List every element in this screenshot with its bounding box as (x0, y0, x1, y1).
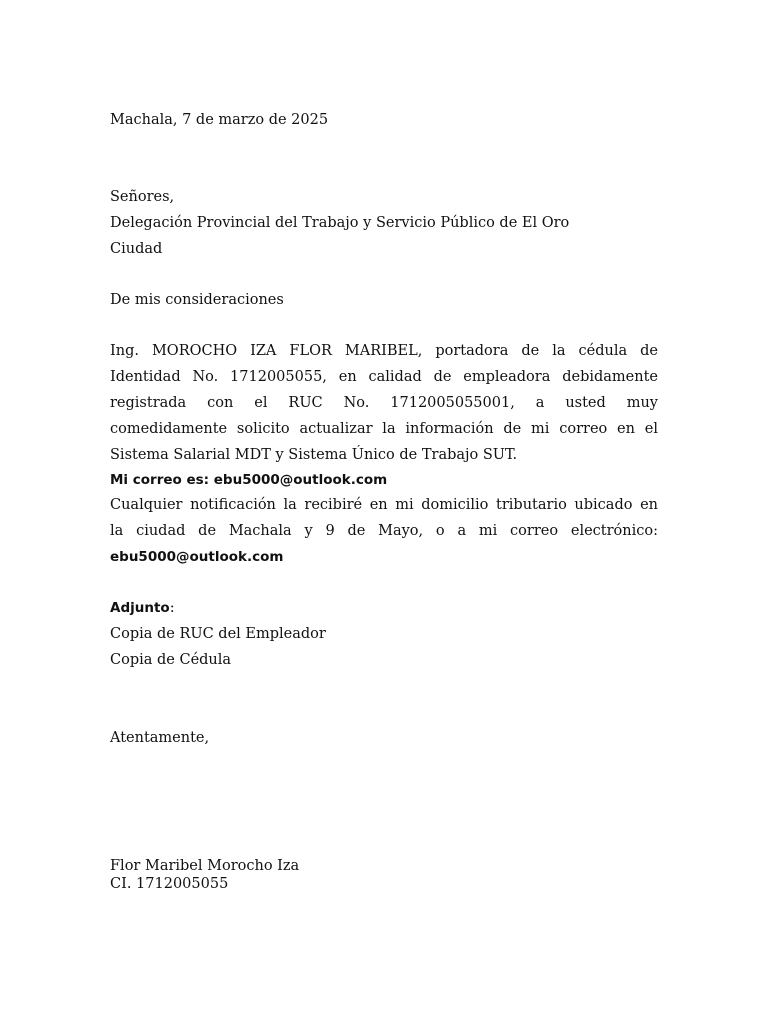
signature-name: Flor Maribel Morocho Iza (110, 858, 300, 874)
notification-email: ebu5000@outlook.com (110, 549, 284, 565)
email-statement: Mi correo es: ebu5000@outlook.com (110, 472, 388, 488)
signature-id: CI. 1712005055 (110, 876, 229, 892)
attachment-item-ruc: Copia de RUC del Empleador (110, 626, 326, 642)
date-line: Machala, 7 de marzo de 2025 (110, 112, 329, 128)
attachment-item-cedula: Copia de Cédula (110, 652, 232, 668)
notification-line-1: Cualquier notificación la recibiré en mi domicilio tributario ubicado en (110, 497, 658, 513)
body-line-5: Sistema Salarial MDT y Sistema Único de Trabajo SUT. (110, 447, 518, 463)
recipient-city: Ciudad (110, 241, 163, 257)
letter-page (110, 0, 658, 1024)
recipient-organization: Delegación Provincial del Trabajo y Servicio Público de El Oro (110, 215, 570, 231)
salutation: Señores, (110, 189, 175, 205)
greeting: De mis consideraciones (110, 292, 284, 308)
closing: Atentamente, (110, 730, 210, 746)
body-line-1: Ing. MOROCHO IZA FLOR MARIBEL, portadora de la cédula de (110, 343, 658, 359)
attachments-heading-label: Adjunto (110, 600, 170, 616)
body-line-3: registrada con el RUC No. 1712005055001, a usted muy (110, 395, 658, 411)
body-line-4: comedidamente solicito actualizar la información de mi correo en el (110, 421, 658, 437)
body-line-2: Identidad No. 1712005055, en calidad de empleadora debidamente (110, 369, 658, 385)
notification-line-2: la ciudad de Machala y 9 de Mayo, o a mi correo electrónico: (110, 523, 658, 539)
attachments-heading-colon: : (169, 600, 175, 616)
attachments-heading (110, 598, 175, 618)
